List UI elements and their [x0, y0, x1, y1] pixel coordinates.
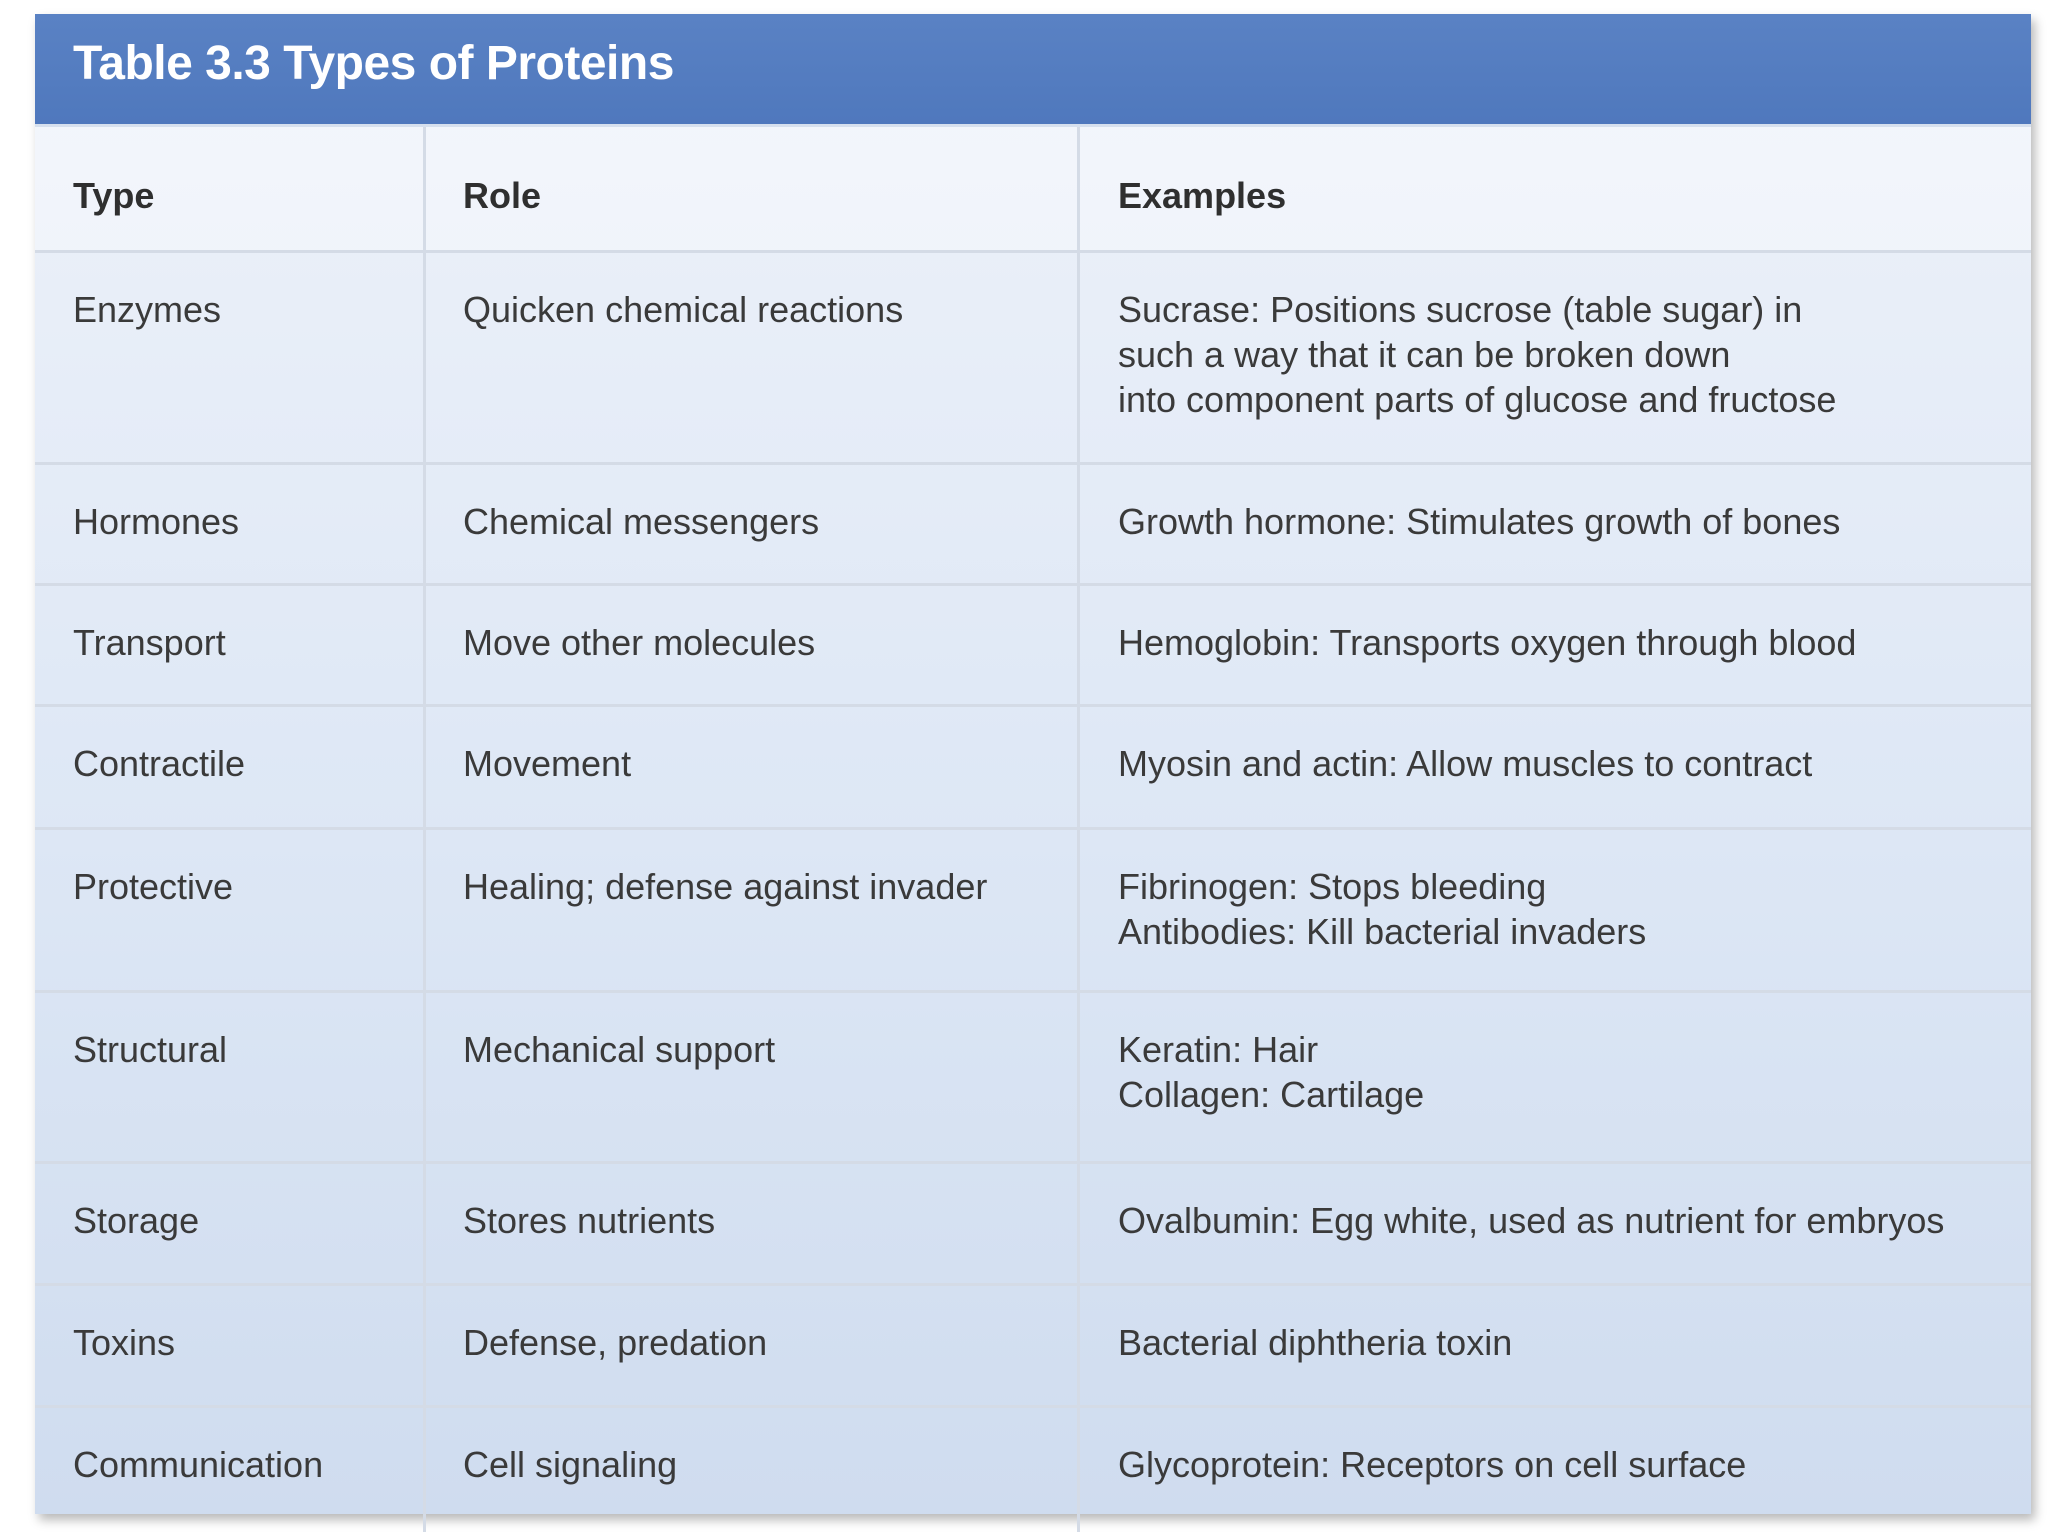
- cell-type: Hormones: [35, 465, 426, 583]
- cell-role: Cell signaling: [426, 1408, 1080, 1532]
- example-line: Hemoglobin: Transports oxygen through blood: [1118, 622, 1857, 663]
- example-line: Collagen: Cartilage: [1118, 1074, 1425, 1115]
- cell-examples: [1080, 707, 2031, 827]
- example-line: Bacterial diphtheria toxin: [1118, 1322, 1513, 1363]
- example-line: into component parts of glucose and fructose: [1118, 379, 1837, 420]
- cell-role: Stores nutrients: [426, 1164, 1080, 1283]
- example-line: Myosin and actin: Allow muscles to contract: [1118, 743, 1813, 784]
- table-row: [35, 830, 2031, 993]
- table-grid: [35, 127, 2031, 1532]
- cell-examples: [1080, 1164, 2031, 1283]
- cell-examples: [1080, 830, 2031, 990]
- example-line: Keratin: Hair: [1118, 1029, 1319, 1070]
- table-header-row: [35, 127, 2031, 253]
- table-row: [35, 993, 2031, 1164]
- cell-type: Transport: [35, 586, 426, 704]
- example-line: Growth hormone: Stimulates growth of bones: [1118, 501, 1841, 542]
- cell-type: Protective: [35, 830, 426, 990]
- cell-role: Movement: [426, 707, 1080, 827]
- cell-type: Contractile: [35, 707, 426, 827]
- cell-type: Storage: [35, 1164, 426, 1283]
- table-row: [35, 1286, 2031, 1408]
- cell-role: Quicken chemical reactions: [426, 253, 1080, 462]
- example-line: such a way that it can be broken down: [1118, 334, 1731, 375]
- example-line: Sucrase: Positions sucrose (table sugar) in: [1118, 289, 1803, 330]
- cell-role: Move other molecules: [426, 586, 1080, 704]
- cell-examples: [1080, 993, 2031, 1161]
- table-row: [35, 465, 2031, 586]
- example-line: Fibrinogen: Stops bleeding: [1118, 866, 1547, 907]
- cell-role: Chemical messengers: [426, 465, 1080, 583]
- cell-examples: [1080, 586, 2031, 704]
- cell-examples: [1080, 253, 2031, 462]
- cell-type: Enzymes: [35, 253, 426, 462]
- column-header-type: Type: [35, 127, 426, 250]
- cell-examples: [1080, 465, 2031, 583]
- example-line: Glycoprotein: Receptors on cell surface: [1118, 1444, 1747, 1485]
- column-header-examples: Examples: [1118, 175, 1287, 216]
- cell-examples: [1080, 1408, 2031, 1532]
- table-row: [35, 1408, 2031, 1532]
- table-row: [35, 586, 2031, 707]
- table-row: [35, 707, 2031, 830]
- column-header-role: Role: [426, 127, 1080, 250]
- table-title-bar: [35, 14, 2031, 127]
- cell-role: Defense, predation: [426, 1286, 1080, 1405]
- cell-type: Toxins: [35, 1286, 426, 1405]
- table-row: [35, 1164, 2031, 1286]
- cell-type: Structural: [35, 993, 426, 1161]
- cell-role: Mechanical support: [426, 993, 1080, 1161]
- cell-type: Communication: [35, 1408, 426, 1532]
- example-line: Ovalbumin: Egg white, used as nutrient for embryos: [1118, 1200, 1945, 1241]
- example-line: Antibodies: Kill bacterial invaders: [1118, 911, 1647, 952]
- table-row: [35, 253, 2031, 465]
- protein-types-table: [35, 14, 2031, 1514]
- table-title: Table 3.3 Types of Proteins: [73, 37, 674, 90]
- cell-examples: [1080, 1286, 2031, 1405]
- cell-role: Healing; defense against invader: [426, 830, 1080, 990]
